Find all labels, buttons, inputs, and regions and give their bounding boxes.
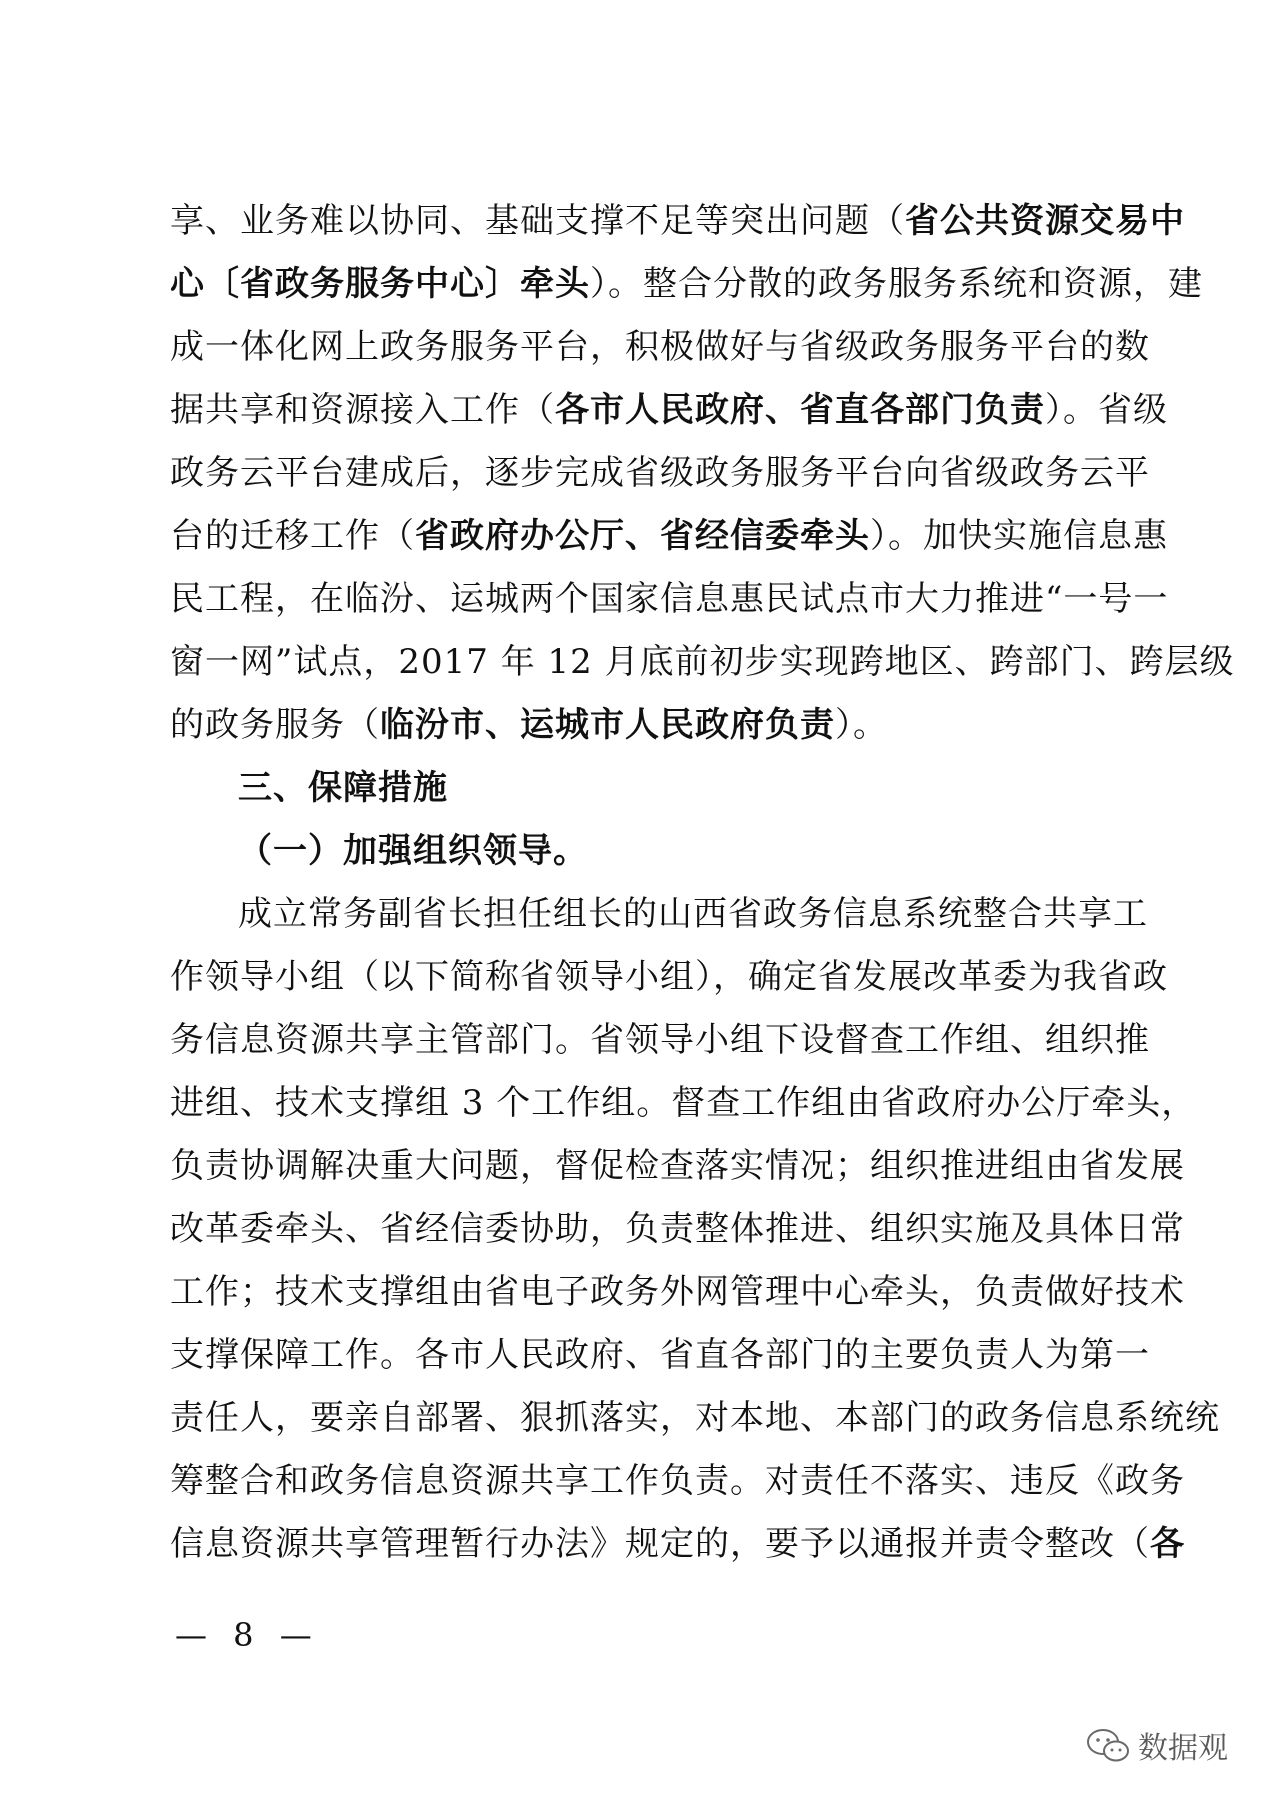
text-line: [170, 190, 1185, 253]
text-segment: 作领导小组（以下简称省领导小组），确定省发展改革委为我省政: [170, 957, 1168, 997]
text-segment: 据共享和资源接入工作（: [170, 390, 555, 430]
text-line: [170, 1513, 1185, 1576]
bold-text: 心〔省政务服务中心〕牵头: [170, 264, 590, 304]
text-segment: 政务云平台建成后，逐步完成省级政务服务平台向省级政务云平: [170, 453, 1150, 493]
text-line: [170, 883, 1148, 946]
text-line: [170, 1387, 1220, 1450]
document-body: [170, 190, 1235, 1576]
text-segment: 的政务服务（: [170, 705, 380, 745]
text-segment: 进组、技术支撑组 3 个工作组。督查工作组由省政府办公厅牵头，: [170, 1083, 1197, 1123]
wechat-icon: [1086, 1727, 1130, 1763]
bold-text: 省政府办公厅、省经信委牵头: [415, 516, 870, 556]
source-watermark: [1086, 1723, 1228, 1767]
text-segment: 民工程，在临汾、运城两个国家信息惠民试点市大力推进“一号一: [170, 579, 1169, 619]
watermark-label: 数据观: [1138, 1731, 1228, 1766]
text-line: [170, 1135, 1185, 1198]
text-segment: 改革委牵头、省经信委协助，负责整体推进、组织实施及具体日常: [170, 1209, 1185, 1249]
text-segment: 窗一网”试点，2017 年 12 月底前初步实现跨地区、跨部门、跨层级: [170, 642, 1235, 682]
text-line: [170, 316, 1150, 379]
text-segment: 责任人，要亲自部署、狠抓落实，对本地、本部门的政务信息系统统: [170, 1398, 1220, 1438]
text-segment: 享、业务难以协同、基础支撑不足等突出问题（: [170, 201, 905, 241]
section-heading: [170, 820, 1125, 883]
text-segment: 信息资源共享管理暂行办法》规定的，要予以通报并责令整改（: [170, 1524, 1150, 1564]
text-line: [170, 253, 1203, 316]
text-line: [170, 1009, 1150, 1072]
text-line: [170, 1198, 1185, 1261]
text-line: [170, 1450, 1185, 1513]
text-line: [170, 1072, 1197, 1135]
text-segment: ）。整合分散的政务服务系统和资源，建: [590, 264, 1203, 304]
bold-text: （一）加强组织领导。: [238, 831, 588, 871]
text-segment: ）。: [835, 705, 888, 745]
text-line: [170, 1324, 1150, 1387]
text-line: [170, 379, 1168, 442]
text-line: [170, 946, 1168, 1009]
text-line: [170, 631, 1235, 694]
text-line: [170, 505, 1168, 568]
bold-text: 临汾市、运城市人民政府负责: [380, 705, 835, 745]
text-segment: 成一体化网上政务服务平台，积极做好与省级政务服务平台的数: [170, 327, 1150, 367]
text-segment: 筹整合和政务信息资源共享工作负责。对责任不落实、违反《政务: [170, 1461, 1185, 1501]
section-heading: [170, 757, 1125, 820]
text-segment: 务信息资源共享主管部门。省领导小组下设督查工作组、组织推: [170, 1020, 1150, 1060]
text-line: [170, 1261, 1185, 1324]
bold-text: 三、保障措施: [238, 768, 448, 808]
text-segment: 成立常务副省长担任组长的山西省政务信息系统整合共享工: [238, 894, 1148, 934]
text-segment: ）。加快实施信息惠: [870, 516, 1168, 556]
text-segment: ）。省级: [1045, 390, 1168, 430]
text-line: [170, 442, 1150, 505]
text-segment: 负责协调解决重大问题，督促检查落实情况；组织推进组由省发展: [170, 1146, 1185, 1186]
text-line: [170, 694, 1125, 757]
page-number: — 8 —: [175, 1616, 320, 1654]
bold-text: 各: [1150, 1524, 1185, 1564]
bold-text: 省公共资源交易中: [905, 201, 1185, 241]
bold-text: 各市人民政府、省直各部门负责: [555, 390, 1045, 430]
text-line: [170, 568, 1169, 631]
text-segment: 工作；技术支撑组由省电子政务外网管理中心牵头，负责做好技术: [170, 1272, 1185, 1312]
text-segment: 支撑保障工作。各市人民政府、省直各部门的主要负责人为第一: [170, 1335, 1150, 1375]
text-segment: 台的迁移工作（: [170, 516, 415, 556]
